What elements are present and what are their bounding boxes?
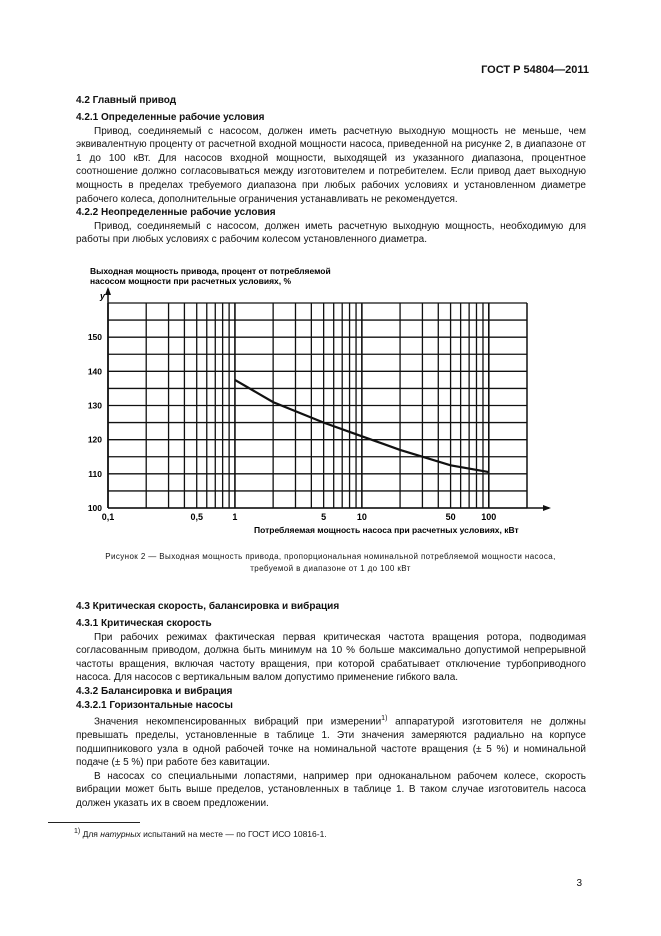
y-tick-label: 150 xyxy=(87,332,102,343)
paragraph: Значения некомпенсированных вибраций при измерении$^{1)}$ аппаратурой изготовителя не должны превышать пределы, установленные в таблице 1. Эти значения замеряются радиально на корпусе подшипникового узла в одной рабочей точке на номинальной частоте вращения (± 5 %) и номинальной подаче (± 5 %) при работе без кавитации. xyxy=(76,715,586,769)
section-title: 4.2.1 Определенные рабочие условия xyxy=(76,112,265,123)
figure-caption: Рисунок 2 — Выходная мощность привода, пропорциональная номинальной потребляемой мощности насоса, требуемой в диапазоне от 1 до 100 кВт xyxy=(105,552,556,573)
x-tick-label: 0,1 xyxy=(101,512,115,522)
y-tick-label: 100 xyxy=(87,503,102,513)
x-tick-label: 100 xyxy=(481,512,497,522)
section-4-3-1 xyxy=(76,617,586,811)
power-chart xyxy=(60,262,560,542)
chart-xlabel: Потребляемая мощность насоса при расчетных условиях, кВт xyxy=(254,525,519,535)
x-axis-arrow xyxy=(543,505,551,511)
chart-ylabel-line2: насосом мощности при расчетных условиях, % xyxy=(90,276,292,286)
y-tick-label: 140 xyxy=(87,366,102,377)
section-title: 4.3.2.1 Горизонтальные насосы xyxy=(76,699,233,711)
x-tick-label: 50 xyxy=(445,512,456,522)
section-title: 4.3 Критическая скорость, балансировка и вибрация xyxy=(76,601,340,612)
paragraph: Привод, соединяемый с насосом, должен иметь расчетную выходную мощность, необходимую для работы при любых условиях с рабочим колесом установленного диаметра. xyxy=(76,220,586,246)
section-title: 4.3.1 Критическая скорость xyxy=(76,618,212,629)
x-tick-label: 10 xyxy=(356,512,367,522)
paragraph: В насосах со специальными лопастями, например при одноканальном рабочем колесе, скорость вибрации может быть выше пределов, установленных в таблице 1. В таком случае изготовитель насоса должен указать их в своем предложении. xyxy=(76,770,586,810)
footnote-divider xyxy=(48,822,140,823)
section-4-2-1 xyxy=(76,111,586,247)
y-tick-label: 110 xyxy=(88,468,102,479)
section-title: 4.3.2 Балансировка и вибрация xyxy=(76,685,233,697)
section-title: 4.2 Главный привод xyxy=(76,95,177,106)
chart-y-axis-letter: y xyxy=(100,291,106,301)
section-title: 4.2.2 Неопределенные рабочие условия xyxy=(76,207,276,219)
y-axis-arrow xyxy=(105,287,111,295)
chart-grid xyxy=(105,287,551,511)
x-tick-label: 5 xyxy=(321,512,327,522)
paragraph: При рабочих режимах фактическая первая критическая частота вращения ротора, подводимая согласованным приводом, должна быть минимум на 10 % больше максимально допустимой непрерывной частоты вращения, включая частоту вращения, при которой срабатывает отключение турбоприводного насоса. Для насосов с вертикальным валом допустимо применение гибкого вала. xyxy=(76,631,586,684)
x-tick-label: 0,5 xyxy=(190,512,203,522)
y-tick-label: 120 xyxy=(87,434,102,445)
document-header: ГОСТ Р 54804—2011 xyxy=(481,64,589,76)
paragraph: Привод, соединяемый с насосом, должен иметь расчетную выходную мощность не меньше, чем эквивалентную проценту от расчетной входной мощности насоса, приведенной на рисунке 2, в диапазоне от 1 до 100 кВт. Для насосов входной мощности, выходящей из указанного диапазона, процентное соотношение должно согласовываться между изготовителем и потребителем. Если привод дает выходную мощность в пределах требуемого диапазона при любых рабочих условиях и установленном диаметре рабочего колеса, дополнительные ограничения устанавливать не рекомендуется. xyxy=(76,125,586,205)
x-tick-label: 1 xyxy=(232,512,238,522)
footnote: $^{1)}$ Для натурных испытаний на месте — по ГОСТ ИСО 10816-1. xyxy=(74,828,327,839)
section-4-3 xyxy=(76,600,586,614)
chart-ylabel-line1: Выходная мощность привода, процент от потребляемой xyxy=(90,266,331,276)
chart-x-ticks xyxy=(102,512,497,522)
chart-y-ticks xyxy=(88,332,102,513)
y-tick-label: 130 xyxy=(87,400,102,411)
page-number: 3 xyxy=(576,878,582,889)
section-4-2 xyxy=(76,94,586,108)
